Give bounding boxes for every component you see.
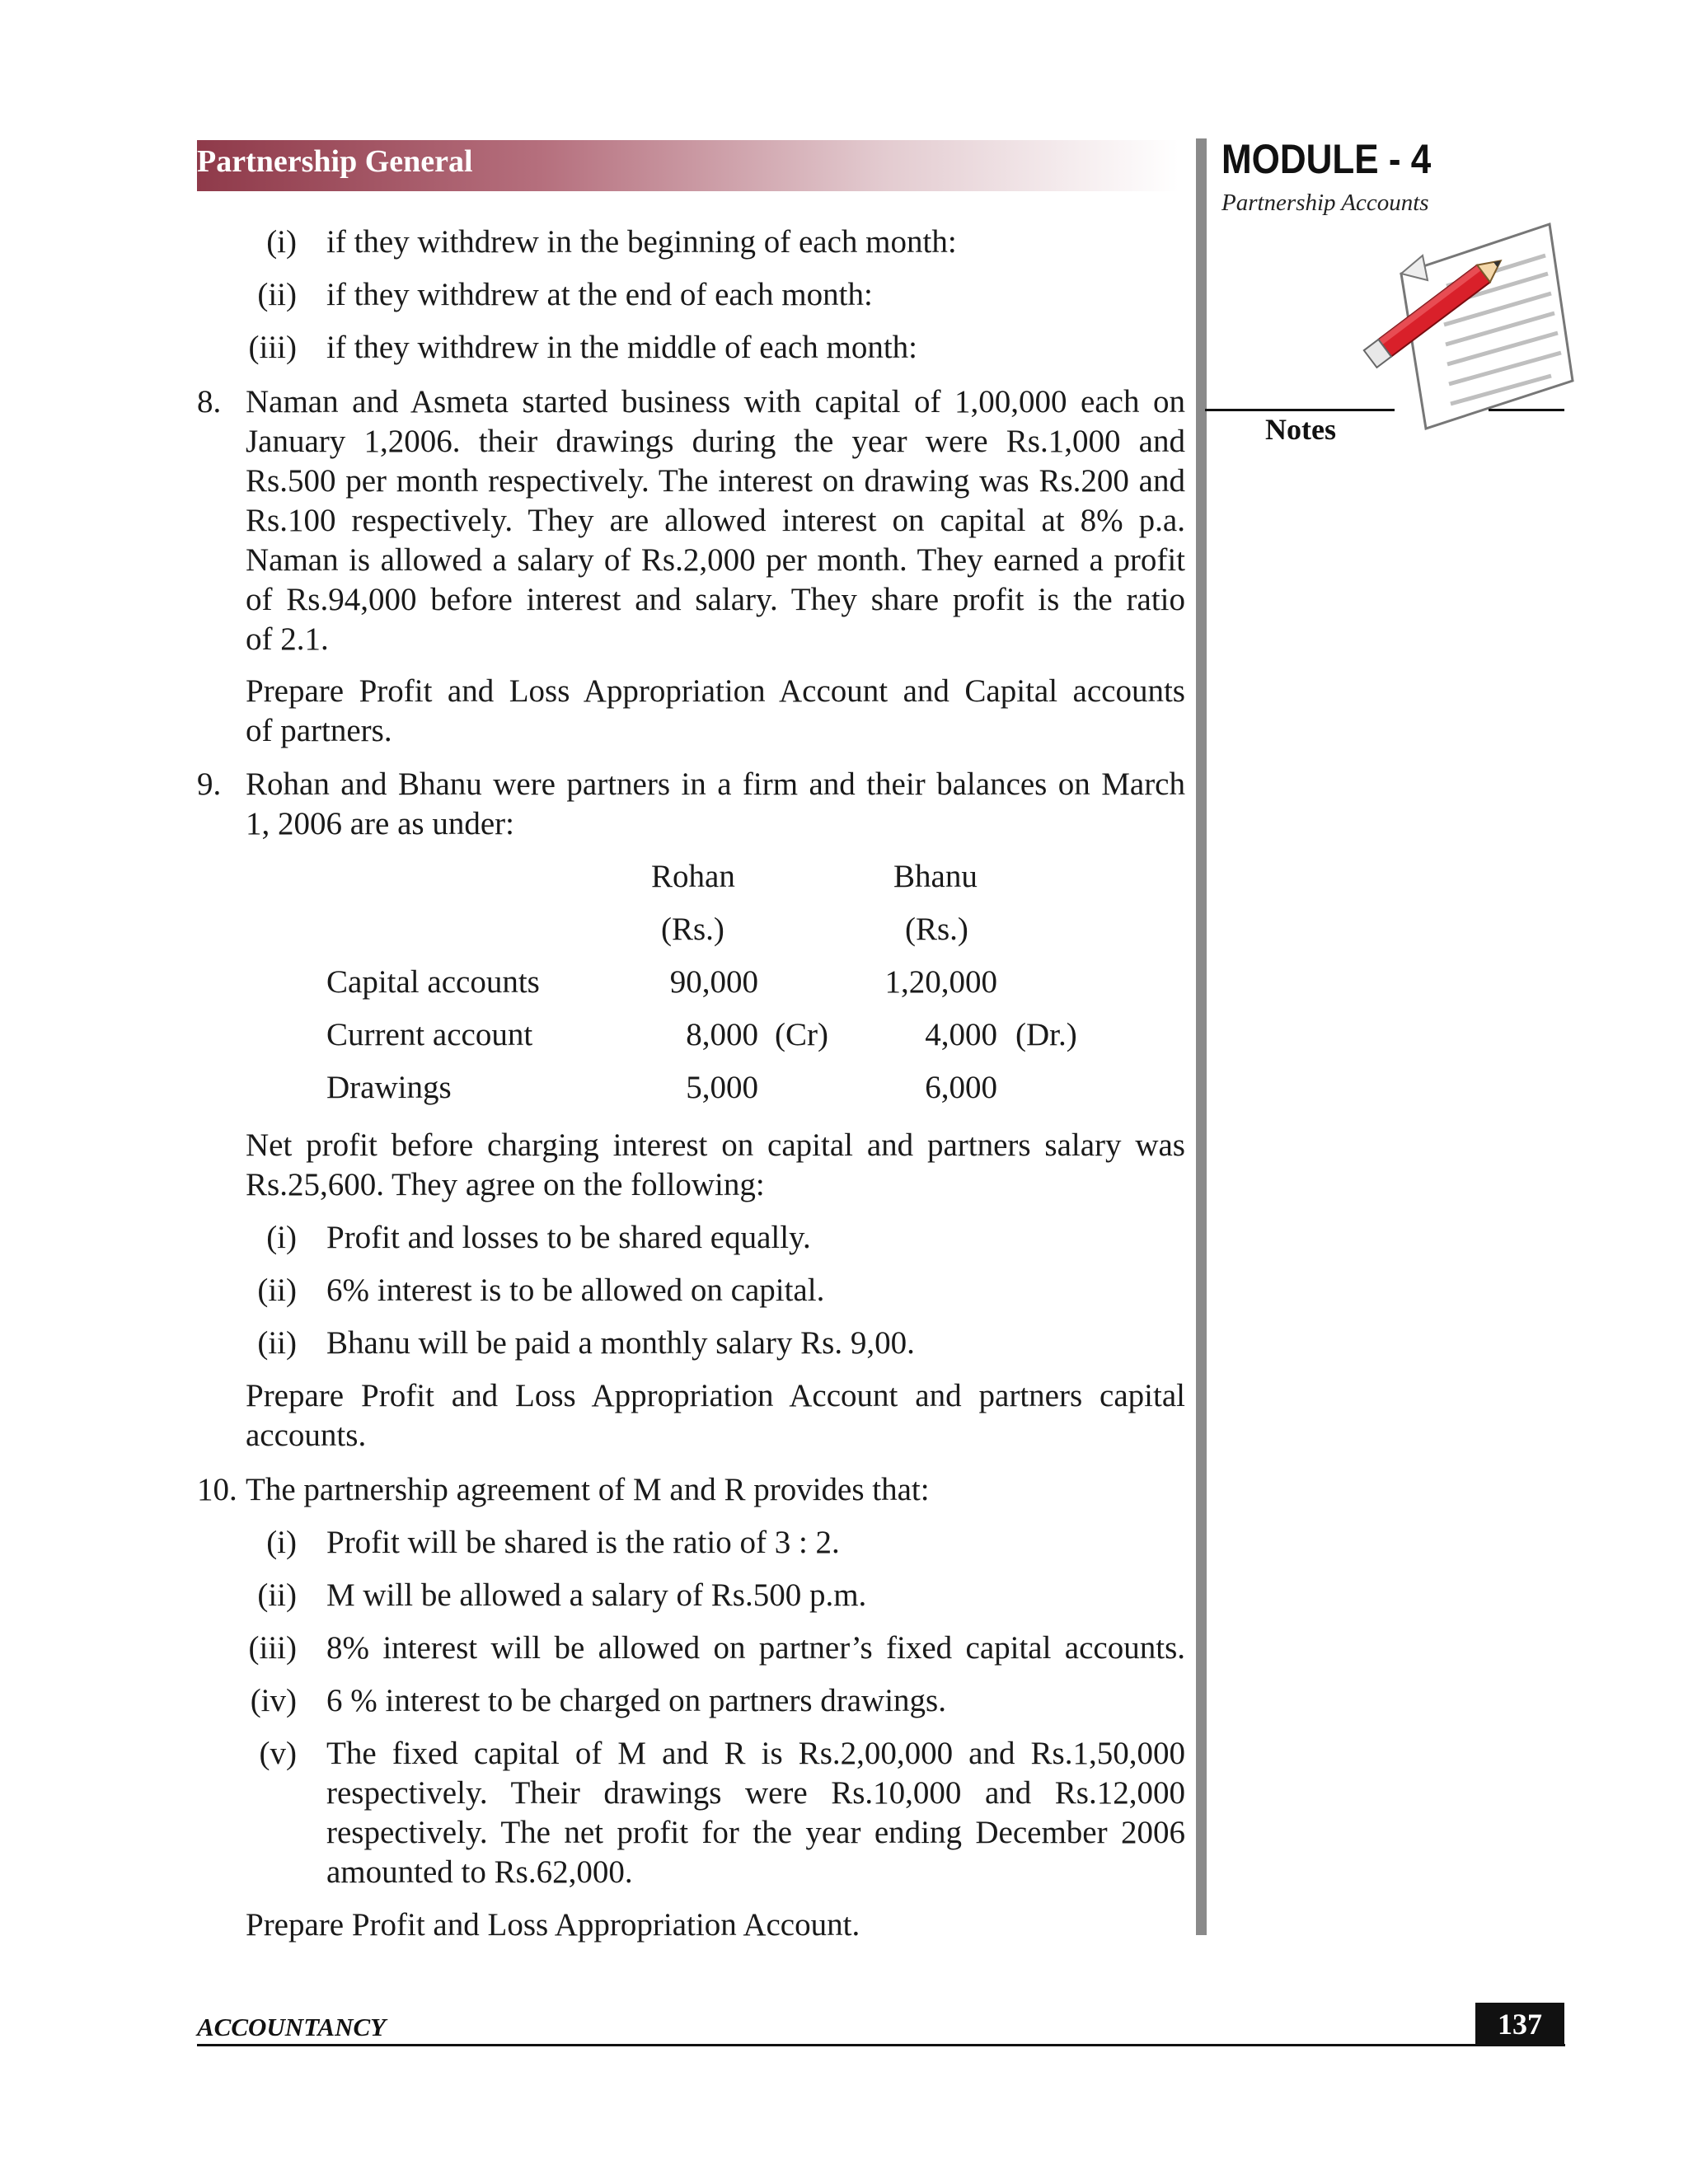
q9-after-line: Net profit before charging interest on capital and partners salary was xyxy=(246,1127,1185,1163)
table-header-bhanu: Bhanu xyxy=(893,859,978,894)
footer-subject: ACCOUNTANCY xyxy=(197,2013,387,2041)
q10-item-text: M will be allowed a salary of Rs.500 p.m. xyxy=(326,1577,867,1613)
q8-line: Rs.100 respectively. They are allowed interest on capital at 8% p.a. xyxy=(246,503,1185,538)
q7-item-text: if they withdrew in the beginning of each month: xyxy=(326,224,957,260)
q8-line: Rs.500 per month respectively. The interest on drawing was Rs.200 and xyxy=(246,463,1185,499)
notes-rule-left xyxy=(1205,409,1395,411)
q9-after-line: Rs.25,600. They agree on the following: xyxy=(246,1167,765,1202)
table-cell-rohan: 8,000 xyxy=(686,1017,758,1052)
q10-item-text: amounted to Rs.62,000. xyxy=(326,1854,633,1890)
section-title: Partnership General xyxy=(197,144,473,179)
module-subtitle: Partnership Accounts xyxy=(1221,190,1429,216)
table-cell-bhanu: 1,20,000 xyxy=(884,964,997,1000)
q9-item-marker: (ii) xyxy=(257,1325,297,1361)
q10-item-marker: (ii) xyxy=(257,1577,297,1613)
table-unit-bhanu: (Rs.) xyxy=(905,912,968,947)
table-cell-rohan: 90,000 xyxy=(669,964,758,1000)
q9-item-text: Profit and losses to be shared equally. xyxy=(326,1220,811,1255)
question-number: 8. xyxy=(197,384,222,419)
q10-prepare: Prepare Profit and Loss Appropriation Account. xyxy=(246,1907,860,1943)
footer-rule xyxy=(197,2044,1565,2046)
table-row-label: Current account xyxy=(326,1017,533,1052)
q8-prepare-line: Prepare Profit and Loss Appropriation Account and Capital accounts xyxy=(246,673,1185,709)
q10-item-text: 8% interest will be allowed on partner’s fixed capital accounts. xyxy=(326,1630,1185,1666)
q7-item-marker: (i) xyxy=(266,224,297,260)
q10-intro: The partnership agreement of M and R provides that: xyxy=(246,1472,930,1507)
q8-line: Naman is allowed a salary of Rs.2,000 per month. They earned a profit xyxy=(246,542,1185,578)
q7-item-marker: (iii) xyxy=(248,330,297,365)
table-header-rohan: Rohan xyxy=(651,859,735,894)
q9-item-marker: (ii) xyxy=(257,1272,297,1308)
q9-line: Rohan and Bhanu were partners in a firm and their balances on March xyxy=(246,766,1185,802)
q10-item-marker: (i) xyxy=(266,1525,297,1560)
q10-item-text: respectively. The net profit for the year ending December 2006 xyxy=(326,1815,1185,1850)
q10-item-marker: (iii) xyxy=(248,1630,297,1666)
table-row-label: Capital accounts xyxy=(326,964,540,1000)
q8-prepare-line: of partners. xyxy=(246,713,392,748)
q10-item-marker: (iv) xyxy=(250,1683,297,1718)
table-cell-bhanu: 4,000 xyxy=(925,1017,997,1052)
q9-item-text: 6% interest is to be allowed on capital. xyxy=(326,1272,825,1308)
table-cell-note: (Cr) xyxy=(775,1017,828,1052)
q10-item-marker: (v) xyxy=(259,1736,297,1771)
table-cell-rohan: 5,000 xyxy=(686,1070,758,1105)
table-row-label: Drawings xyxy=(326,1070,452,1105)
q10-item-text: The fixed capital of M and R is Rs.2,00,000 and Rs.1,50,000 xyxy=(326,1736,1185,1771)
q8-line: of 2.1. xyxy=(246,621,329,657)
question-number: 9. xyxy=(197,766,222,802)
page-number: 137 xyxy=(1498,2008,1542,2041)
q8-line: Naman and Asmeta started business with capital of 1,00,000 each on xyxy=(246,384,1185,419)
table-cell-note: (Dr.) xyxy=(1015,1017,1077,1052)
notes-rule-right xyxy=(1489,409,1564,411)
module-title: MODULE - 4 xyxy=(1221,136,1432,182)
q8-line: January 1,2006. their drawings during the year were Rs.1,000 and xyxy=(246,424,1185,459)
q7-item-text: if they withdrew at the end of each month: xyxy=(326,277,873,312)
q9-prepare-line: Prepare Profit and Loss Appropriation Account and partners capital xyxy=(246,1378,1185,1413)
notes-label: Notes xyxy=(1265,413,1336,446)
q9-item-marker: (i) xyxy=(266,1220,297,1255)
margin-divider xyxy=(1196,138,1207,1935)
q10-item-text: Profit will be shared is the ratio of 3 : 2. xyxy=(326,1525,840,1560)
q7-item-text: if they withdrew in the middle of each month: xyxy=(326,330,917,365)
table-cell-bhanu: 6,000 xyxy=(925,1070,997,1105)
q10-item-text: respectively. Their drawings were Rs.10,000 and Rs.12,000 xyxy=(326,1775,1185,1811)
q9-prepare-line: accounts. xyxy=(246,1418,367,1453)
q9-line: 1, 2006 are as under: xyxy=(246,806,514,841)
q7-item-marker: (ii) xyxy=(257,277,297,312)
question-number: 10. xyxy=(197,1472,237,1507)
q9-item-text: Bhanu will be paid a monthly salary Rs. 9,00. xyxy=(326,1325,915,1361)
table-unit-rohan: (Rs.) xyxy=(661,912,724,947)
q8-line: of Rs.94,000 before interest and salary. They share profit is the ratio xyxy=(246,582,1185,617)
q10-item-text: 6 % interest to be charged on partners drawings. xyxy=(326,1683,946,1718)
